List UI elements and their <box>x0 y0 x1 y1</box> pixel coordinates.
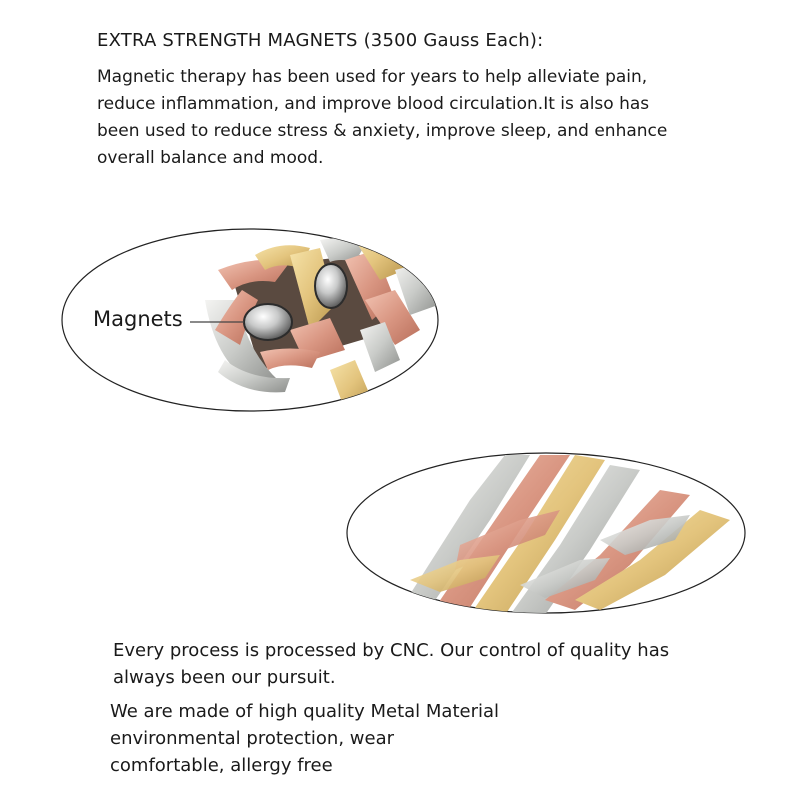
material-line: comfortable, allergy free <box>110 755 333 776</box>
braid-closeup-ellipse <box>347 453 745 615</box>
magnet-upper <box>315 264 347 308</box>
magnet-lower <box>244 304 292 340</box>
cnc-paragraph <box>113 637 669 691</box>
cnc-line: Every process is processed by CNC. Our control of quality has <box>113 640 670 661</box>
magnets-callout-label: Magnets <box>93 307 183 331</box>
material-line: We are made of high quality Metal Material <box>110 701 500 722</box>
cnc-line: always been our pursuit. <box>113 667 336 688</box>
intro-line: Magnetic therapy has been used for years to help alleviate pain, <box>97 67 648 87</box>
heading: EXTRA STRENGTH MAGNETS (3500 Gauss Each): <box>97 30 544 51</box>
intro-line: overall balance and mood. <box>97 148 324 168</box>
intro-line: been used to reduce stress & anxiety, improve sleep, and enhance <box>97 121 668 141</box>
material-line: environmental protection, wear <box>110 728 395 749</box>
intro-line: reduce inflammation, and improve blood circulation.It is also has <box>97 94 650 114</box>
material-paragraph <box>110 698 499 779</box>
